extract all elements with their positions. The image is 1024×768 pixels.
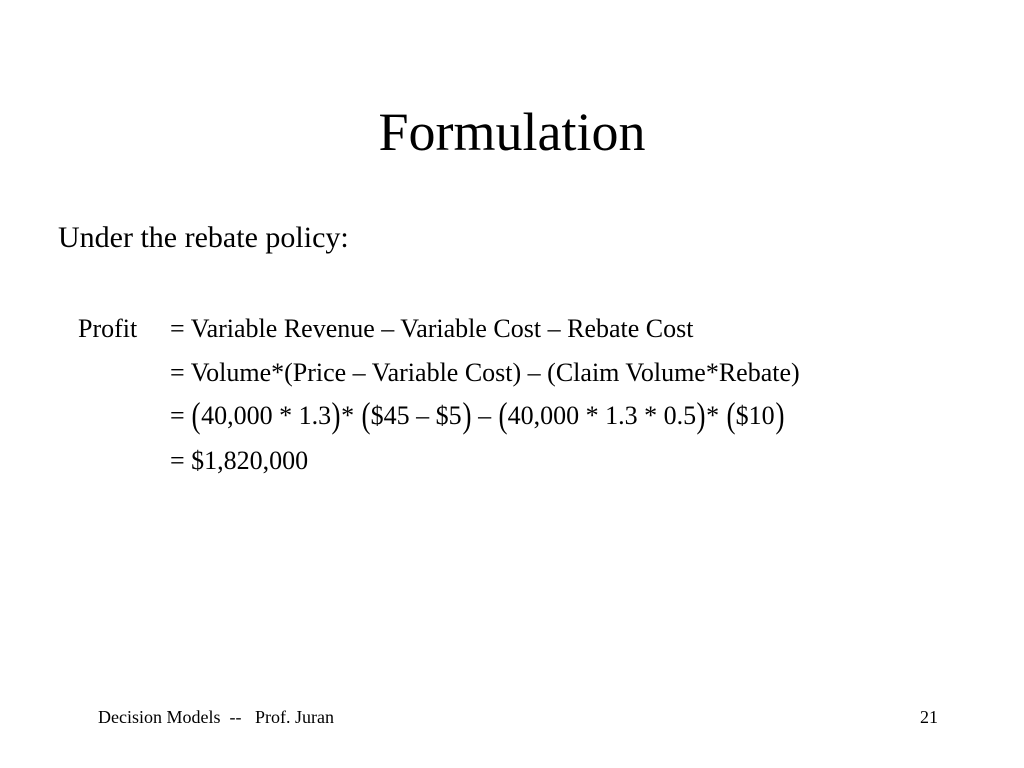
open-paren: ( <box>191 395 201 435</box>
term-claim-volume: 40,000 * 1.3 * 0.5 <box>507 401 697 430</box>
multiply-sign: * <box>706 401 726 430</box>
term-rebate: $10 <box>735 401 775 430</box>
term-volume: 40,000 * 1.3 <box>201 401 332 430</box>
slide-title: Formulation <box>378 102 646 162</box>
minus-sign: – <box>471 401 498 430</box>
open-paren: ( <box>726 395 736 435</box>
equation-lhs: Profit <box>78 314 138 343</box>
equals-sign: = <box>170 401 192 430</box>
equation-line-1 <box>78 312 693 346</box>
equation-line-3 <box>170 396 785 436</box>
close-paren: ) <box>462 395 472 435</box>
open-paren: ( <box>361 395 371 435</box>
equation-line-2: = Volume*(Price – Variable Cost) – (Claim Volume*Rebate) <box>170 358 800 387</box>
equation-line-4: = $1,820,000 <box>170 446 309 475</box>
footer-course: Decision Models -- Prof. Juran <box>98 707 334 727</box>
close-paren: ) <box>775 395 785 435</box>
term-margin: $45 – $5 <box>370 401 462 430</box>
equation-rhs-1: = Variable Revenue – Variable Cost – Rebate Cost <box>170 314 694 343</box>
close-paren: ) <box>331 395 341 435</box>
intro-text: Under the rebate policy: <box>58 221 349 254</box>
multiply-sign: * <box>341 401 361 430</box>
open-paren: ( <box>498 395 508 435</box>
close-paren: ) <box>696 395 706 435</box>
page-number: 21 <box>920 707 938 727</box>
